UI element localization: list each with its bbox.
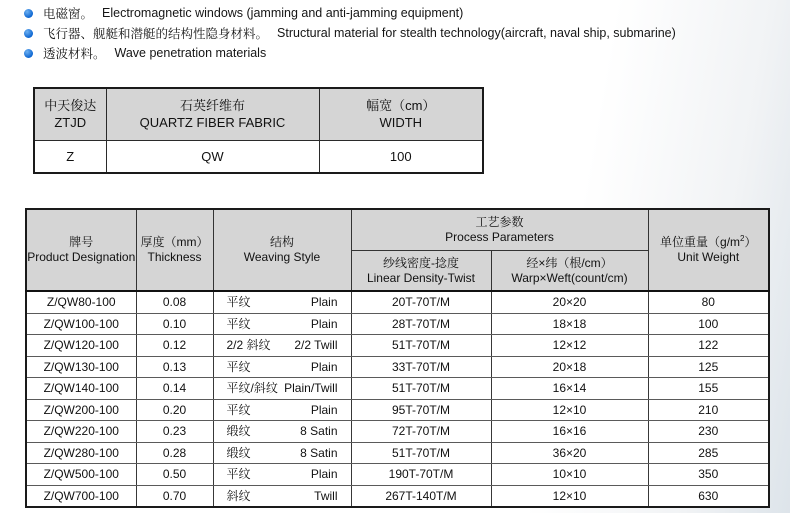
product-spec-table xyxy=(25,208,770,508)
cell-weaving-style xyxy=(213,356,351,378)
spec-table-row xyxy=(26,421,769,443)
header-unit-weight xyxy=(648,209,769,291)
cell-warp-weft: 20×18 xyxy=(491,356,648,378)
bullet-text-zh: 透波材料。 xyxy=(43,47,106,61)
header-warpweft-en: Warp×Weft(count/cm) xyxy=(511,270,628,285)
bullet-icon xyxy=(24,29,33,38)
bullet-text-en: Electromagnetic windows (jamming and anti-jamming equipment) xyxy=(102,6,464,20)
brand-table-header-row xyxy=(34,88,483,141)
cell-linear-density: 51T-70T/M xyxy=(351,378,491,400)
header-thickness-zh: 厚度（mm） xyxy=(140,235,209,250)
weave-style-en: Plain/Twill xyxy=(284,381,338,395)
cell-product-designation: Z/QW80-100 xyxy=(26,291,136,313)
bullet-text-en: Wave penetration materials xyxy=(114,46,267,60)
weave-style-en: Plain xyxy=(310,402,338,417)
spec-table-row xyxy=(26,378,769,400)
list-item xyxy=(24,23,790,43)
weave-style-en: Plain xyxy=(310,316,338,331)
cell-unit-weight: 155 xyxy=(648,378,769,400)
bullet-text-zh: 电磁窗。 xyxy=(43,7,94,21)
cell-warp-weft: 12×10 xyxy=(491,399,648,421)
spec-header-row-top xyxy=(26,209,769,251)
cell-product-designation: Z/QW200-100 xyxy=(26,399,136,421)
cell-weaving-style xyxy=(213,421,351,443)
cell-weaving-style xyxy=(213,313,351,335)
spec-table-row xyxy=(26,356,769,378)
cell-thickness: 0.13 xyxy=(136,356,213,378)
cell-weaving-style xyxy=(213,399,351,421)
weave-style-en: Plain xyxy=(310,467,338,481)
spec-table-row xyxy=(26,291,769,313)
cell-thickness: 0.20 xyxy=(136,399,213,421)
weave-style-zh: 2/2 斜纹 xyxy=(226,338,271,352)
brand-table-data-row xyxy=(34,141,483,174)
header-weaving-style xyxy=(213,209,351,291)
cell-brand-code: Z xyxy=(34,141,106,174)
header-brand-en: ZTJD xyxy=(54,114,87,130)
brand-width-table xyxy=(33,87,484,174)
cell-warp-weft: 10×10 xyxy=(491,464,648,486)
cell-product-designation: Z/QW140-100 xyxy=(26,378,136,400)
weave-style-en: Twill xyxy=(314,488,338,503)
weave-style-en: Plain xyxy=(310,359,338,374)
weave-style-zh: 缎纹 xyxy=(226,445,251,460)
cell-unit-weight: 80 xyxy=(648,291,769,313)
bullet-text-en: Structural material for stealth technology(aircraft, naval ship, submarine) xyxy=(277,26,676,40)
cell-unit-weight: 285 xyxy=(648,442,769,464)
spec-table-row xyxy=(26,313,769,335)
header-weaving-zh: 结构 xyxy=(269,235,294,250)
header-warp-weft xyxy=(491,251,648,292)
cell-unit-weight: 125 xyxy=(648,356,769,378)
header-fabric-zh: 石英纤维布 xyxy=(179,98,245,114)
weave-style-zh: 斜纹 xyxy=(226,488,251,503)
weave-style-zh: 缎纹 xyxy=(226,424,251,438)
weave-style-zh: 平纹 xyxy=(226,467,251,481)
weave-style-zh: 平纹/斜纹 xyxy=(226,381,278,395)
cell-product-designation: Z/QW120-100 xyxy=(26,335,136,357)
spec-table-row xyxy=(26,485,769,507)
cell-product-designation: Z/QW100-100 xyxy=(26,313,136,335)
header-brand-zh: 中天俊达 xyxy=(44,98,97,114)
cell-linear-density: 51T-70T/M xyxy=(351,335,491,357)
cell-weaving-style xyxy=(213,335,351,357)
cell-warp-weft: 36×20 xyxy=(491,442,648,464)
cell-product-designation: Z/QW130-100 xyxy=(26,356,136,378)
header-process-zh: 工艺参数 xyxy=(475,215,524,230)
cell-unit-weight: 350 xyxy=(648,464,769,486)
cell-linear-density: 95T-70T/M xyxy=(351,399,491,421)
cell-warp-weft: 12×10 xyxy=(491,485,648,507)
cell-width-value: 100 xyxy=(319,141,483,174)
cell-linear-density: 51T-70T/M xyxy=(351,442,491,464)
cell-warp-weft: 18×18 xyxy=(491,313,648,335)
cell-warp-weft: 16×14 xyxy=(491,378,648,400)
spec-table-row xyxy=(26,399,769,421)
cell-unit-weight: 630 xyxy=(648,485,769,507)
header-warpweft-zh: 经×纬（根/cm） xyxy=(526,255,613,270)
cell-linear-density: 33T-70T/M xyxy=(351,356,491,378)
spec-table-row xyxy=(26,335,769,357)
header-density-en: Linear Density-Twist xyxy=(366,270,476,285)
weave-style-en: 8 Satin xyxy=(300,445,338,460)
header-linear-density xyxy=(351,251,491,292)
cell-product-designation: Z/QW280-100 xyxy=(26,442,136,464)
header-unit-weight-en: Unit Weight xyxy=(677,250,740,265)
header-process-parameters xyxy=(351,209,648,251)
cell-weaving-style xyxy=(213,291,351,313)
list-item xyxy=(24,43,790,63)
header-width-zh: 幅宽（cm） xyxy=(366,98,436,114)
cell-linear-density: 190T-70T/M xyxy=(351,464,491,486)
cell-thickness: 0.14 xyxy=(136,378,213,400)
weave-style-zh: 平纹 xyxy=(226,295,251,309)
weave-style-en: Plain xyxy=(310,295,338,309)
header-density-zh: 纱线密度-捻度 xyxy=(383,255,459,270)
cell-weaving-style xyxy=(213,485,351,507)
header-width xyxy=(319,88,483,141)
spec-table-row xyxy=(26,442,769,464)
bullet-icon xyxy=(24,49,33,58)
header-thickness-en: Thickness xyxy=(147,250,202,265)
header-brand xyxy=(34,88,106,141)
cell-thickness: 0.10 xyxy=(136,313,213,335)
cell-weaving-style xyxy=(213,442,351,464)
weave-style-en: 8 Satin xyxy=(300,424,338,438)
cell-thickness: 0.70 xyxy=(136,485,213,507)
weave-style-en: 2/2 Twill xyxy=(294,338,338,352)
cell-product-designation: Z/QW700-100 xyxy=(26,485,136,507)
weave-style-zh: 平纹 xyxy=(226,359,251,374)
weave-style-zh: 平纹 xyxy=(226,316,251,331)
application-bullet-list xyxy=(0,0,790,63)
header-product-designation xyxy=(26,209,136,291)
cell-fabric-code: QW xyxy=(106,141,319,174)
header-process-en: Process Parameters xyxy=(445,230,554,245)
bullet-text-zh: 飞行器、舰艇和潜艇的结构性隐身材料。 xyxy=(43,27,269,41)
cell-linear-density: 267T-140T/M xyxy=(351,485,491,507)
cell-unit-weight: 122 xyxy=(648,335,769,357)
superscript: 2 xyxy=(740,234,745,244)
header-unit-weight-zh: 单位重量$(g/m^2)$ xyxy=(660,234,757,250)
cell-thickness: 0.23 xyxy=(136,421,213,443)
cell-unit-weight: 100 xyxy=(648,313,769,335)
cell-linear-density: 20T-70T/M xyxy=(351,291,491,313)
cell-warp-weft: 20×20 xyxy=(491,291,648,313)
cell-weaving-style xyxy=(213,378,351,400)
header-weaving-en: Weaving Style xyxy=(243,250,321,265)
cell-linear-density: 72T-70T/M xyxy=(351,421,491,443)
list-item xyxy=(24,3,790,23)
cell-warp-weft: 16×16 xyxy=(491,421,648,443)
cell-product-designation: Z/QW500-100 xyxy=(26,464,136,486)
cell-linear-density: 28T-70T/M xyxy=(351,313,491,335)
cell-thickness: 0.50 xyxy=(136,464,213,486)
header-fabric xyxy=(106,88,319,141)
bullet-icon xyxy=(24,9,33,18)
cell-unit-weight: 210 xyxy=(648,399,769,421)
cell-warp-weft: 12×12 xyxy=(491,335,648,357)
cell-unit-weight: 230 xyxy=(648,421,769,443)
cell-product-designation: Z/QW220-100 xyxy=(26,421,136,443)
cell-thickness: 0.08 xyxy=(136,291,213,313)
weave-style-zh: 平纹 xyxy=(226,402,251,417)
header-thickness xyxy=(136,209,213,291)
header-fabric-en: QUARTZ FIBER FABRIC xyxy=(139,114,286,130)
cell-thickness: 0.12 xyxy=(136,335,213,357)
cell-thickness: 0.28 xyxy=(136,442,213,464)
header-product-en: Product Designation xyxy=(27,250,136,265)
header-width-en: WIDTH xyxy=(379,114,423,130)
cell-weaving-style xyxy=(213,464,351,486)
header-product-zh: 牌号 xyxy=(69,235,94,250)
spec-table-row xyxy=(26,464,769,486)
